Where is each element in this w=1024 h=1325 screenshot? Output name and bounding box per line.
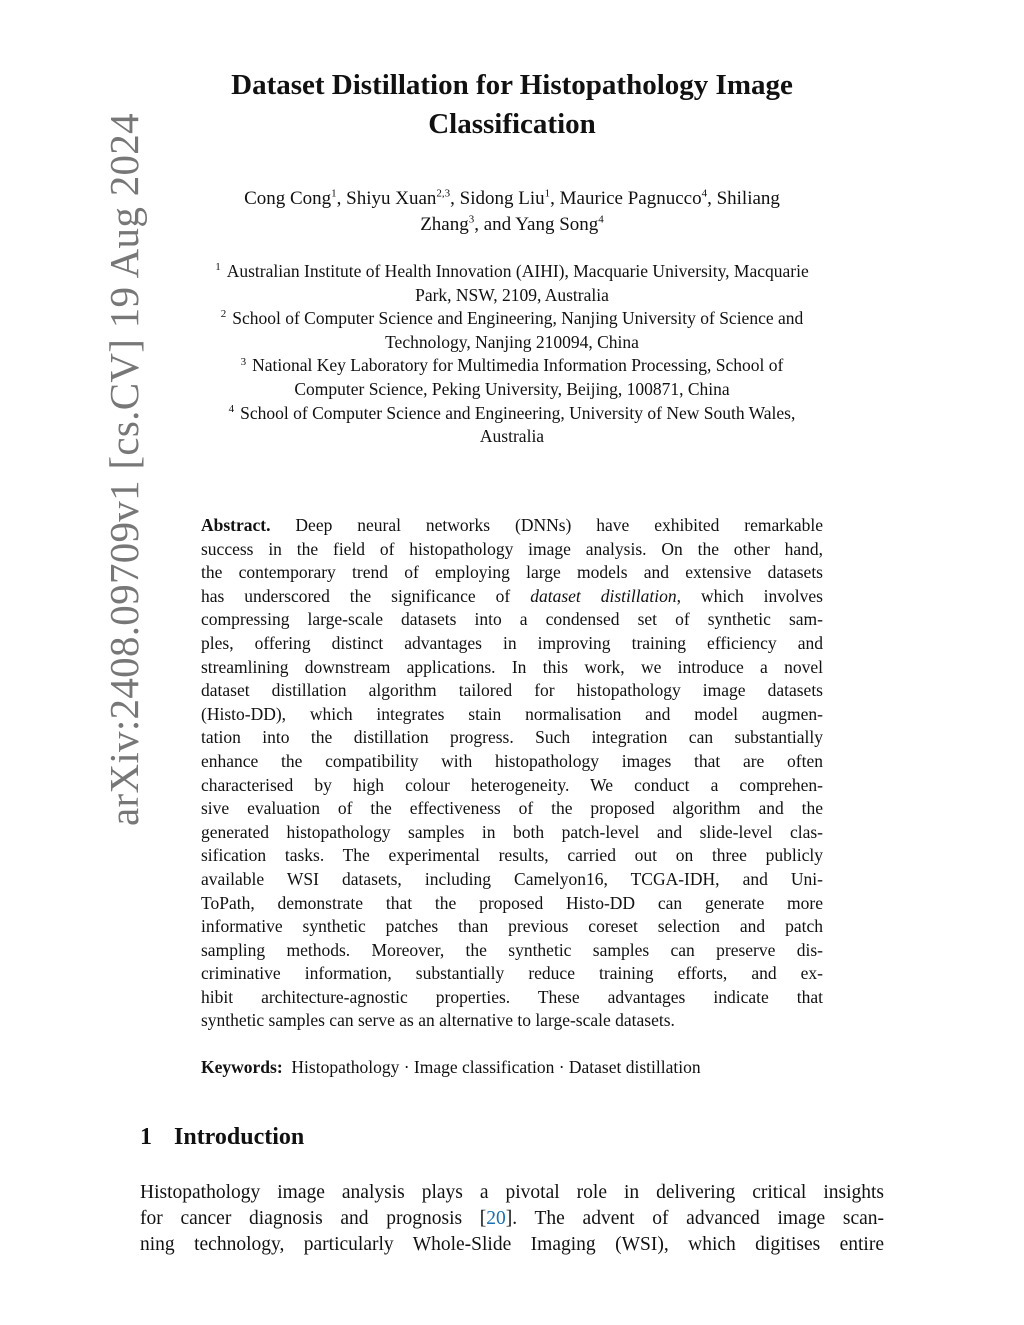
- abstract-line: criminative information, substantially reduce training efforts, and ex-: [201, 963, 823, 984]
- abstract-line: hibit architecture-agnostic properties. These advantages indicate that: [201, 986, 823, 1007]
- affiliation: $^1$ Australian Institute of Health Innovation (AIHI), Macquarie University, Macquarie: [215, 261, 809, 281]
- abstract-line: sampling methods. Moreover, the synthetic samples can preserve dis-: [201, 939, 823, 960]
- abstract-line: ToPath, demonstrate that the proposed Histo-DD can generate more: [201, 892, 823, 913]
- affiliation-number: 2: [220, 308, 227, 321]
- affiliation-continued: Technology, Nanjing 210094, China: [385, 331, 639, 352]
- keywords: Keywords: Histopathology · Image classification · Dataset distillation: [201, 1057, 701, 1077]
- author-name: , Sidong Liu: [450, 188, 545, 209]
- abstract-line: sification tasks. The experimental results, carried out on three publicly: [201, 845, 823, 866]
- author-affiliation-mark: 2,3: [436, 187, 451, 200]
- abstract-line: characterised by high colour heterogeneity. We conduct a comprehen-: [201, 774, 823, 795]
- abstract-line: informative synthetic patches than previous coreset selection and patch: [201, 916, 823, 937]
- abstract-line: synthetic samples can serve as an alternative to large-scale datasets.: [201, 1010, 675, 1031]
- affiliation-continued: Computer Science, Peking University, Beijing, 100871, China: [294, 378, 730, 399]
- abstract: [201, 514, 823, 1033]
- affiliation-number: 1: [215, 261, 221, 274]
- author-affiliation-mark: 1: [331, 187, 337, 200]
- author-affiliation-mark: 1: [544, 187, 551, 200]
- abstract-line: success in the field of histopathology image analysis. On the other hand,: [201, 538, 823, 559]
- abstract-line: compressing large-scale datasets into a condensed set of synthetic sam-: [201, 609, 823, 630]
- arxiv-identifier: arXiv:2408.09709v1 [cs.CV] 19 Aug 2024: [101, 113, 147, 826]
- paper-title: Dataset Distillation for Histopathology Image Classification: [231, 69, 793, 140]
- affiliation: $^3$ National Key Laboratory for Multimedia Information Processing, School of: [240, 355, 784, 376]
- abstract-line: streamlining downstream applications. In this work, we introduce a novel: [201, 656, 823, 677]
- author-affiliation-mark: 4: [701, 187, 708, 200]
- affiliation-continued: Park, NSW, 2109, Australia: [415, 284, 609, 305]
- abstract-line: ples, offering distinct advantages in improving training efficiency and: [201, 632, 823, 653]
- author-name: , Maurice Pagnucco: [550, 188, 702, 209]
- abstract-line: generated histopathology samples in both patch-level and slide-level clas-: [201, 821, 823, 842]
- author-name: Cong Cong: [244, 188, 332, 209]
- abstract-line: enhance the compatibility with histopathology images that are often: [201, 750, 823, 771]
- abstract-line: Abstract. Deep neural networks (DNNs) have exhibited remarkable: [201, 515, 823, 535]
- affiliation-number: 4: [228, 402, 235, 415]
- affiliation-number: 3: [240, 355, 247, 368]
- author-affiliation-mark: 3: [468, 213, 475, 226]
- abstract-line: tation into the distillation progress. Such integration can substantially: [201, 727, 823, 748]
- abstract-line: (Histo-DD), which integrates stain normalisation and model augmen-: [201, 703, 823, 724]
- affiliation: $^4$ School of Computer Science and Engineering, University of New South Wales,: [228, 402, 796, 423]
- abstract-line: sive evaluation of the effectiveness of the proposed algorithm and the: [201, 798, 823, 819]
- abstract-line: available WSI datasets, including Camelyon16, TCGA-IDH, and Uni-: [201, 868, 823, 889]
- affiliations: [140, 260, 884, 449]
- introduction-text: Histopathology image analysis plays a pivotal role in delivering critical insights for cancer diagnosis and prognosis [20]. The advent of advanced image scan- ning technology, particularly Whole-Slide Imaging (WSI), which digitises entire: [140, 1182, 884, 1255]
- abstract-line: dataset distillation algorithm tailored for histopathology image datasets: [201, 680, 823, 701]
- abstract-line: has underscored the significance of dataset distillation, which involves: [201, 585, 823, 606]
- citation-link[interactable]: 20: [486, 1208, 506, 1229]
- affiliation: $^2$ School of Computer Science and Engineering, Nanjing University of Science and: [220, 308, 804, 329]
- author-affiliation-mark: 4: [598, 213, 604, 226]
- author-name: , Shiliang: [707, 188, 780, 209]
- author-list: [140, 186, 884, 238]
- abstract-line: the contemporary trend of employing large models and extensive datasets: [201, 562, 823, 583]
- affiliation-continued: Australia: [479, 426, 545, 447]
- author-name: , Shiyu Xuan: [336, 188, 437, 209]
- section-heading: 1 Introduction: [140, 1124, 305, 1150]
- author-name: Zhang: [420, 214, 469, 235]
- author-name: , and Yang Song: [474, 214, 599, 235]
